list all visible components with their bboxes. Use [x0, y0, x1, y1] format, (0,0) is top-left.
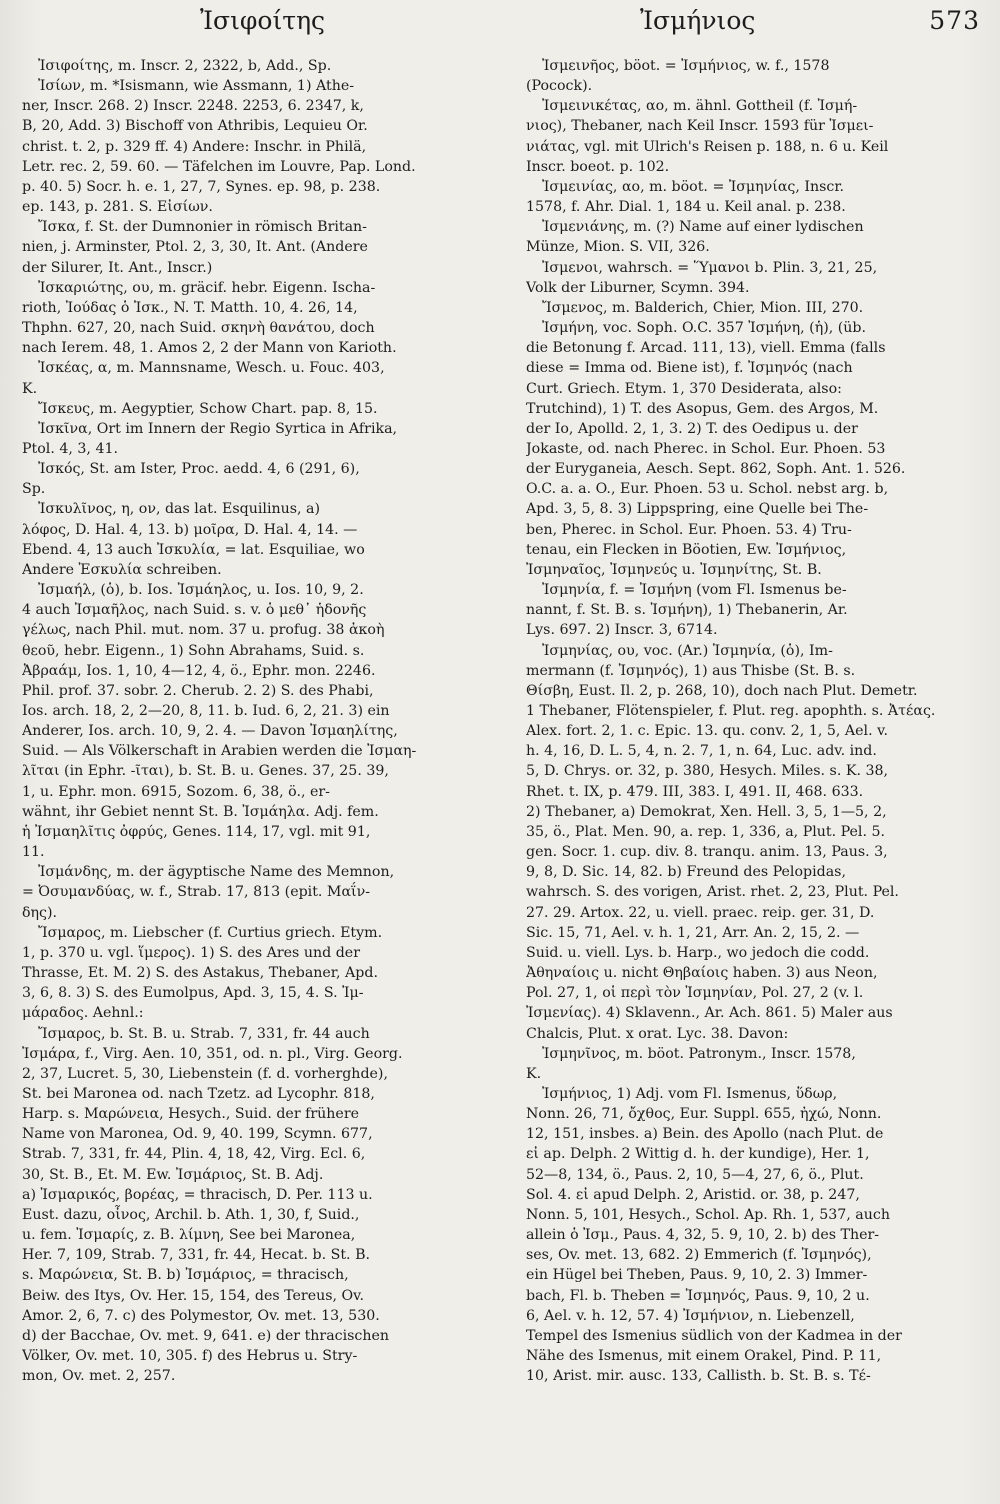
entry-headword-line: Ἰσμενιάνης, m. (?) Name auf einer lydischen [542, 219, 864, 236]
entry-text-line: K. [526, 1065, 542, 1082]
dictionary-entry [22, 358, 474, 398]
entry-text-line: μάραδος. Aehnl.: [22, 1005, 144, 1022]
dictionary-entry [526, 217, 978, 257]
entry-text-line: ben, Pherec. in Schol. Eur. Phoen. 53. 4) Tru- [526, 521, 852, 538]
dictionary-entry [526, 580, 978, 640]
entry-text-line: diese = Imma od. Biene ist), f. Ἰσμηνός (nach [526, 360, 853, 377]
entry-headword-line: Ἰσμήνη, voc. Soph. O.C. 357 Ἰσμήνη, (ἡ), (üb. [542, 320, 867, 337]
entry-text-line: Ebend. 4, 13 auch Ἰσκυλία, = lat. Esquiliae, wo [22, 541, 365, 558]
entry-text-line: λῖται (in Ephr. -ῖται), b. St. B. u. Genes. 37, 25. 39, [22, 763, 389, 780]
entry-text-line: 52—8, 134, ö., Paus. 2, 10, 5—4, 27, 6, ö., Plut. [526, 1166, 864, 1183]
entry-text-line: O.C. a. a. O., Eur. Phoen. 53 u. Schol. nebst arg. b, [526, 481, 889, 498]
entry-text-line: ep. 143, p. 281. S. Εἰσίων. [22, 199, 213, 216]
entry-text-line: Her. 7, 109, Strab. 7, 331, fr. 44, Hecat. b. St. B. [22, 1247, 370, 1264]
dictionary-entry [526, 298, 978, 318]
entry-text-line: 12, 151, insbes. a) Bein. des Apollo (nach Plut. de [526, 1126, 884, 1143]
running-head-right: Ἰσμήνιος [640, 6, 756, 35]
entry-text-line: 6, Ael. v. h. 12, 57. 4) Ἰσμήνιον, n. Liebenzell, [526, 1307, 855, 1324]
entry-text-line: Ἀθηναίοις u. nicht Θηβαίοις haben. 3) aus Neon, [526, 965, 878, 982]
entry-text-line: der Silurer, It. Ant., Inscr.) [22, 259, 213, 276]
entry-text-line: γέλως, nach Phil. mut. nom. 37 u. profug. 38 ἀκοὴ [22, 622, 385, 639]
entry-text-line: B, 20, Add. 3) Bischoff von Athribis, Lequieu Or. [22, 118, 368, 135]
entry-text-line: K. [22, 380, 38, 397]
dictionary-entry [526, 641, 978, 1044]
entry-text-line: Jokaste, od. nach Pherec. in Schol. Eur. Phoen. 53 [526, 440, 886, 457]
entry-text-line: ner, Inscr. 268. 2) Inscr. 2248. 2253, 6. 2347, k, [22, 98, 364, 115]
entry-text-line: νιάτας, vgl. mit Ulrich's Reisen p. 188, n. 6 u. Keil [526, 138, 889, 155]
entry-text-line: der Euryganeia, Aesch. Sept. 862, Soph. Ant. 1. 526. [526, 461, 906, 478]
dictionary-entry [22, 862, 474, 922]
dictionary-entry [22, 499, 474, 580]
left-column [22, 56, 474, 1386]
entry-text-line: Völker, Ov. met. 10, 305. f) des Hebrus u. Stry- [22, 1348, 358, 1364]
entry-headword-line: Ἰσκῖνα, Ort im Innern der Regio Syrtica in Afrika, [38, 420, 398, 437]
entry-text-line: Ios. arch. 18, 2, 2—20, 8, 11. b. Iud. 6, 2, 21. 3) ein [22, 703, 390, 719]
entry-text-line: Harp. s. Μαρώνεια, Hesych., Suid. der frühere [22, 1106, 359, 1123]
dictionary-entry [526, 258, 978, 298]
entry-text-line: mermann (f. Ἰσμηνός), 1) aus Thisbe (St. B. s. [526, 662, 856, 679]
entry-text-line: Apd. 3, 5, 8. 3) Lippspring, eine Quelle bei The- [526, 501, 869, 518]
entry-text-line: Ptol. 4, 3, 41. [22, 440, 119, 457]
entry-headword-line: Ἰσίων, m. *Isismann, wie Assmann, 1) Athe- [38, 78, 355, 95]
entry-text-line: Chalcis, Plut. x orat. Lyc. 38. Davon: [526, 1025, 789, 1042]
entry-text-line: 1 Thebaner, Flötenspieler, f. Plut. reg. apophth. s. Ἀτέας. [526, 703, 936, 719]
entry-text-line: δης). [22, 904, 58, 921]
entry-text-line: 1, u. Ephr. mon. 6915, Sozom. 6, 38, ö., er- [22, 783, 330, 800]
entry-text-line: (Pocock). [526, 78, 593, 95]
entry-text-line: νιος), Thebaner, nach Keil Inscr. 1593 für Ἰσμει- [526, 118, 874, 135]
entry-text-line: 10, Arist. mir. ausc. 133, Callisth. b. St. B. s. Τέ- [526, 1368, 871, 1385]
page-number: 573 [929, 6, 980, 35]
entry-text-line: Θίσβη, Eust. Il. 2, p. 268, 10), doch nach Plut. Demetr. [526, 682, 918, 699]
entry-headword-line: Ἰσμηνία, f. = Ἰσμήνη (vom Fl. Ismenus be- [542, 582, 847, 599]
entry-text-line: allein ὁ Ἰσμ., Paus. 4, 32, 5. 9, 10, 2. b) des Ther- [526, 1227, 880, 1244]
entry-text-line: λόφος, D. Hal. 4, 13. b) μοῖρα, D. Hal. 4, 14. — [22, 521, 358, 538]
entry-text-line: Eust. dazu, οἶνος, Archil. b. Ath. 1, 30, f, Suid., [22, 1206, 360, 1223]
dictionary-entry [22, 419, 474, 459]
entry-text-line: εἰ ap. Delph. 2 Wittig d. h. der kundige), Her. 1, [526, 1146, 870, 1163]
entry-text-line: d) der Bacchae, Ov. met. 9, 641. e) der thracischen [22, 1327, 390, 1344]
entry-text-line: Thphn. 627, 20, nach Suid. σκηνὴ θανάτου, doch [22, 320, 375, 337]
entry-text-line: 11. [22, 844, 45, 861]
entry-text-line: s. Μαρώνεια, St. B. b) Ἰσμάριος, = thracisch, [22, 1267, 349, 1284]
entry-text-line: wahrsch. S. des vorigen, Arist. rhet. 2, 23, Plut. Pel. [526, 884, 899, 901]
entry-text-line: Curt. Griech. Etym. 1, 370 Desiderata, also: [526, 380, 842, 397]
right-column [526, 56, 978, 1386]
entry-text-line: 27. 29. Artox. 22, u. viell. praec. reip. ger. 31, D. [526, 904, 875, 921]
entry-text-line: 2, 37, Lucret. 5, 30, Liebenstein (f. d. vorherghde), [22, 1065, 388, 1082]
entry-text-line: Nähe des Ismenus, mit einem Orakel, Pind. P. 11, [526, 1348, 882, 1364]
entry-headword-line: Ἰσμεινίας, αο, m. böot. = Ἰσμηνίας, Inscr. [542, 178, 845, 195]
entry-text-line: ses, Ov. met. 13, 682. 2) Emmerich (f. Ἰσμηνός), [526, 1247, 872, 1264]
dictionary-entry [526, 1044, 978, 1084]
entry-headword-line: Ἰσκαριώτης, ου, m. gräcif. hebr. Eigenn. Ischa- [38, 279, 376, 296]
dictionary-entry [22, 459, 474, 499]
dictionary-entry [526, 96, 978, 177]
entry-text-line: der Io, Apolld. 2, 1, 3. 2) T. des Oedipus u. der [526, 420, 858, 437]
entry-text-line: Volk der Liburner, Scymn. 394. [526, 279, 750, 296]
entry-text-line: gen. Socr. 1. cup. div. 8. tranqu. anim. 13, Paus. 3, [526, 844, 888, 861]
entry-text-line: Alex. fort. 2, 1. c. Epic. 13. qu. conv. 2, 1, 5, Ael. v. [526, 723, 888, 740]
entry-text-line: Suid. u. viell. Lys. b. Harp., wo jedoch die codd. [526, 944, 870, 961]
dictionary-entry [22, 56, 474, 76]
entry-text-line: nach Ierem. 48, 1. Amos 2, 2 der Mann von Karioth. [22, 340, 397, 357]
entry-text-line: wähnt, ihr Gebiet nennt St. B. Ἰσμάηλα. Adj. fem. [22, 803, 379, 820]
entry-text-line: bach, Fl. b. Theben = Ἰσμηνός, Paus. 9, 10, 2 u. [526, 1287, 870, 1304]
entry-text-line: 3, 6, 8. 3) S. des Eumolpus, Apd. 3, 15, 4. S. Ἰμ- [22, 985, 364, 1002]
entry-headword-line: Ἴσκευς, m. Aegyptier, Schow Chart. pap. 8, 15. [38, 400, 378, 417]
entry-text-line: Lys. 697. 2) Inscr. 3, 6714. [526, 622, 718, 639]
entry-text-line: ein Hügel bei Theben, Paus. 9, 10, 2. 3) Immer- [526, 1267, 868, 1284]
entry-text-line: Anderer, Ios. arch. 10, 9, 2. 4. — Davon Ἰσμαηλίτης, [22, 723, 398, 740]
entry-text-line: nien, j. Arminster, Ptol. 2, 3, 30, It. Ant. (Andere [22, 239, 368, 256]
entry-text-line: Pol. 27, 1, οἱ περὶ τὸν Ἰσμηνίαν, Pol. 27, 2 (v. l. [526, 985, 864, 1002]
entry-text-line: Trutchind), 1) T. des Asopus, Gem. des Argos, M. [526, 400, 879, 417]
dictionary-entry [526, 1084, 978, 1386]
entry-text-line: christ. t. 2, p. 329 ff. 4) Andere: Inschr. in Philä, [22, 138, 367, 155]
entry-text-line: Münze, Mion. S. VII, 326. [526, 239, 710, 256]
dictionary-entry [526, 56, 978, 96]
entry-text-line: Sic. 15, 71, Ael. v. h. 1, 21, Arr. An. 2, 15, 2. — [526, 924, 860, 941]
dictionary-entry [22, 580, 474, 862]
entry-headword-line: Ἰσμεινῆος, böot. = Ἰσμήνιος, w. f., 1578 [542, 58, 830, 74]
dictionary-entry [22, 278, 474, 359]
entry-text-line: h. 4, 16, D. L. 5, 4, n. 2. 7, 1, n. 64, Luc. adv. ind. [526, 743, 877, 760]
entry-text-line: Sp. [22, 481, 46, 498]
entry-text-line: die Betonung f. Arcad. 111, 13), viell. Emma (falls [526, 340, 886, 357]
entry-headword-line: Ἰσκυλῖνος, η, ον, das lat. Esquilinus, a) [38, 501, 321, 518]
entry-text-line: 35, ö., Plat. Men. 90, a. rep. 1, 336, a, Plut. Pel. 5. [526, 823, 886, 840]
entry-text-line: a) Ἰσμαρικός, βορέας, = thracisch, D. Per. 113 u. [22, 1186, 373, 1203]
entry-headword-line: Ἰσμάνδης, m. der ägyptische Name des Memnon, [38, 864, 395, 881]
entry-text-line: rioth, Ἰούδας ὁ Ἰσκ., N. T. Matth. 10, 4. 26, 14, [22, 299, 358, 316]
entry-headword-line: Ἴσμαρος, m. Liebscher (f. Curtius griech. Etym. [38, 924, 383, 941]
entry-text-line: tenau, ein Flecken in Böotien, Ew. Ἰσμήνιος, [526, 541, 847, 558]
entry-text-line: = Ὀσυμανδύας, w. f., Strab. 17, 813 (epit. Μαΐν- [22, 884, 371, 901]
entry-text-line: nannt, f. St. B. s. Ἰσμήνη), 1) Thebanerin, Ar. [526, 602, 848, 619]
entry-text-line: Rhet. t. IX, p. 479. III, 383. I, 491. II, 468. 633. [526, 783, 864, 800]
entry-text-line: 4 auch Ἰσμαῆλος, nach Suid. s. v. ὁ μεθ᾽ ἡδονῆς [22, 602, 367, 619]
entry-text-line: Inscr. boeot. p. 102. [526, 158, 670, 175]
entry-text-line: u. fem. Ἰσμαρίς, z. B. λίμνη, See bei Maronea, [22, 1227, 356, 1244]
entry-text-line: Amor. 2, 6, 7. c) des Polymestor, Ov. met. 13, 530. [22, 1307, 380, 1324]
entry-headword-line: Ἰσκέας, α, m. Mannsname, Wesch. u. Fouc. 403, [38, 360, 385, 377]
entry-headword-line: Ἴσκα, f. St. der Dumnonier in römisch Britan- [38, 219, 367, 236]
entry-text-line: Strab. 7, 331, fr. 44, Plin. 4, 18, 42, Virg. Ecl. 6, [22, 1146, 366, 1163]
dictionary-entry [526, 318, 978, 580]
entry-text-line: Letr. rec. 2, 59. 60. — Täfelchen im Louvre, Pap. Lond. [22, 158, 416, 175]
entry-text-line: 1, p. 370 u. vgl. ἵμερος). 1) S. des Ares und der [22, 944, 360, 961]
entry-headword-line: Ἰσκός, St. am Ister, Proc. aedd. 4, 6 (291, 6), [38, 461, 360, 478]
entry-text-line: 9, 8, D. Sic. 14, 82. b) Freund des Pelopidas, [526, 864, 846, 881]
entry-text-line: Nonn. 26, 71, ὄχθος, Eur. Suppl. 655, ἠχώ, Nonn. [526, 1106, 882, 1123]
running-head-left: Ἰσιφοίτης [200, 6, 326, 35]
entry-text-line: ἡ Ἰσμαηλῖτις ὀφρύς, Genes. 114, 17, vgl. mit 91, [22, 823, 371, 840]
entry-headword-line: Ἴσμαρος, b. St. B. u. Strab. 7, 331, fr. 44 auch [38, 1025, 370, 1042]
entry-text-line: 2) Thebaner, a) Demokrat, Xen. Hell. 3, 5, 1—5, 2, [526, 803, 887, 820]
entry-headword-line: Ἰσμαήλ, (ὁ), b. Ios. Ἰσμάηλος, u. Ios. 10, 9, 2. [38, 582, 364, 599]
dictionary-entry [22, 217, 474, 277]
entry-text-line: 5, D. Chrys. or. 32, p. 380, Hesych. Miles. s. K. 38, [526, 763, 889, 780]
entry-text-line: p. 40. 5) Socr. h. e. 1, 27, 7, Synes. ep. 98, p. 238. [22, 178, 381, 195]
entry-headword-line: Ἰσμηνίας, ου, voc. (Ar.) Ἰσμηνία, (ὁ), Im- [542, 642, 833, 659]
entry-text-line: Phil. prof. 37. sobr. 2. Cherub. 2. 2) S. des Phabi, [22, 682, 374, 699]
entry-headword-line: Ἰσμήνιος, 1) Adj. vom Fl. Ismenus, ὕδωρ, [542, 1085, 838, 1102]
entry-text-line: Sol. 4. εἰ apud Delph. 2, Aristid. or. 38, p. 247, [526, 1186, 860, 1203]
entry-text-line: Thrasse, Et. M. 2) S. des Astakus, Thebaner, Apd. [22, 965, 378, 982]
entry-text-line: Tempel des Ismenius südlich von der Kadmea in der [526, 1327, 902, 1344]
entry-text-line: St. bei Maronea od. nach Tzetz. ad Lycophr. 818, [22, 1085, 375, 1102]
dictionary-entry [22, 923, 474, 1024]
entry-text-line: Beiw. des Itys, Ov. Her. 15, 154, des Tereus, Ov. [22, 1287, 365, 1304]
entry-text-line: 1578, f. Ahr. Dial. 1, 184 u. Keil anal. p. 238. [526, 199, 846, 216]
entry-text-line: 30, St. B., Et. M. Ew. Ἰσμάριος, St. B. Adj. [22, 1166, 324, 1183]
dictionary-entry [22, 399, 474, 419]
entry-headword-line: Ἰσμεινικέτας, αο, m. ähnl. Gottheil (f. Ἰσμή- [542, 98, 858, 115]
entry-text-line: Suid. — Als Völkerschaft in Arabien werden die Ἰσμαη- [22, 743, 417, 760]
entry-text-line: Andere Ἐσκυλία schreiben. [22, 561, 222, 578]
entry-text-line: Ἰσμάρα, f., Virg. Aen. 10, 351, od. n. pl., Virg. Georg. [22, 1045, 403, 1062]
entry-text-line: Ἰσμενίας). 4) Sklavenn., Ar. Ach. 861. 5) Maler aus [526, 1005, 893, 1022]
entry-headword-line: Ἰσμηνῖνος, m. böot. Patronym., Inscr. 1578, [542, 1045, 856, 1062]
entry-text-line: mon, Ov. met. 2, 257. [22, 1368, 176, 1385]
dictionary-entry [526, 177, 978, 217]
entry-text-line: θεοῦ, hebr. Eigenn., 1) Sohn Abrahams, Suid. s. [22, 642, 365, 659]
entry-headword-line: Ἴσμενος, m. Balderich, Chier, Mion. III, 270. [542, 299, 864, 316]
entry-headword-line: Ἰσιφοίτης, m. Inscr. 2, 2322, b, Add., Sp. [38, 58, 332, 74]
entry-text-line: Nonn. 5, 101, Hesych., Schol. Ap. Rh. 1, 537, auch [526, 1206, 890, 1223]
entry-text-line: Ἀβραάμ, Ios. 1, 10, 4—12, 4, ö., Ephr. mon. 2246. [22, 662, 376, 679]
entry-text-line: Ἰσμηναῖος, Ἰσμηνεύς u. Ἰσμηνίτης, St. B. [526, 561, 822, 578]
entry-text-line: Name von Maronea, Od. 9, 40. 199, Scymn. 677, [22, 1126, 373, 1143]
dictionary-entry [22, 76, 474, 217]
entry-headword-line: Ἰσμενοι, wahrsch. = Ὕμανοι b. Plin. 3, 21, 25, [542, 259, 878, 276]
dictionary-entry [22, 1024, 474, 1387]
